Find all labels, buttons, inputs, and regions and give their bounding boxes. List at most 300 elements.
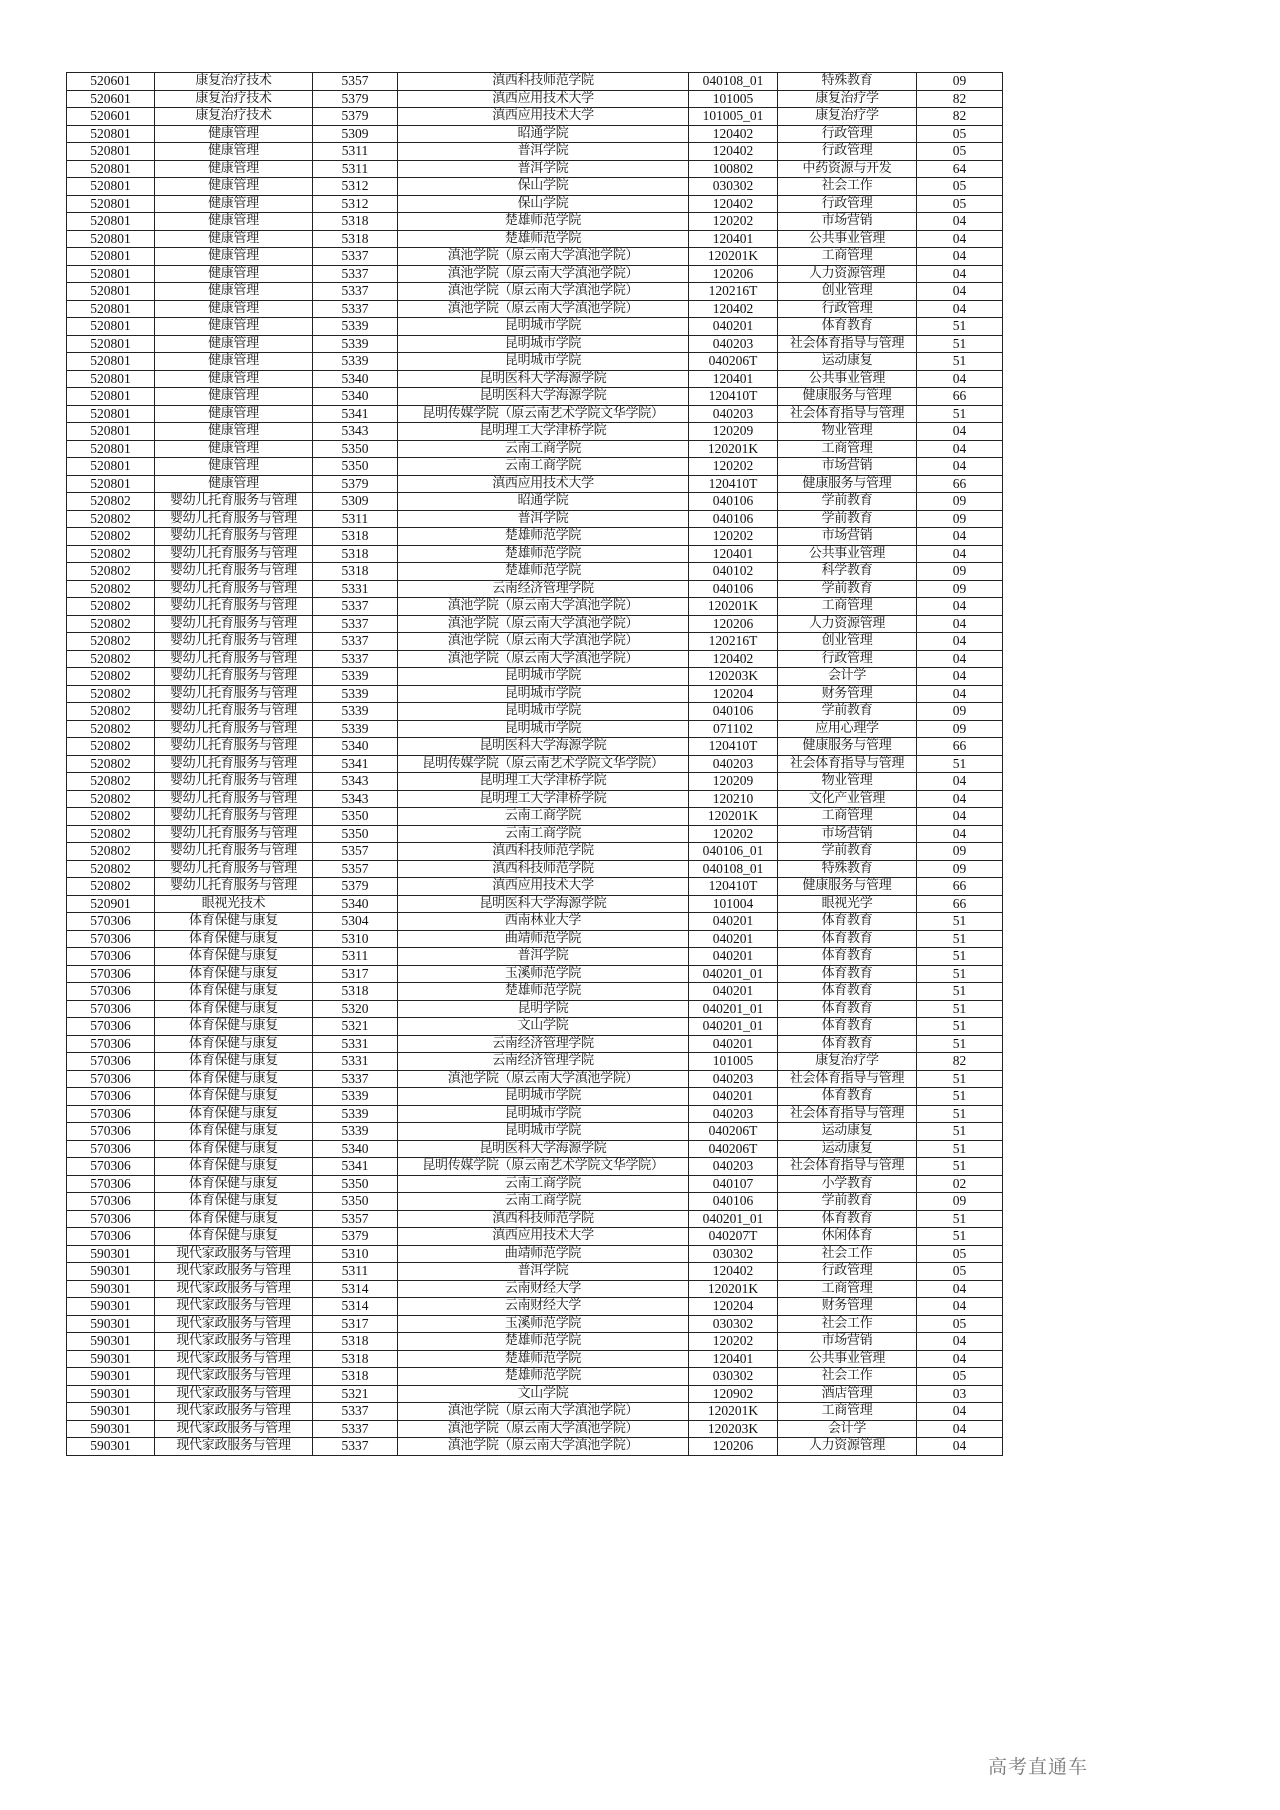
school-code-cell: 5379	[313, 878, 398, 896]
ug-major-name-cell: 社会体育指导与管理	[778, 335, 917, 353]
school-code-cell: 5314	[313, 1280, 398, 1298]
major-name-cell: 婴幼儿托育服务与管理	[155, 510, 313, 528]
school-name-cell: 滇西科技师范学院	[398, 860, 689, 878]
ug-major-name-cell: 健康服务与管理	[778, 738, 917, 756]
ug-major-code-cell: 120204	[689, 685, 778, 703]
major-code-cell: 520802	[67, 843, 155, 861]
category-code-cell: 09	[917, 580, 1003, 598]
school-name-cell: 楚雄师范学院	[398, 983, 689, 1001]
major-name-cell: 婴幼儿托育服务与管理	[155, 773, 313, 791]
school-name-cell: 普洱学院	[398, 510, 689, 528]
table-row	[67, 843, 1003, 861]
major-code-cell: 520801	[67, 440, 155, 458]
ug-major-name-cell: 体育教育	[778, 1018, 917, 1036]
ug-major-name-cell: 应用心理学	[778, 720, 917, 738]
school-code-cell: 5350	[313, 825, 398, 843]
major-name-cell: 健康管理	[155, 160, 313, 178]
school-code-cell: 5331	[313, 1035, 398, 1053]
major-code-cell: 520801	[67, 458, 155, 476]
major-code-cell: 570306	[67, 1175, 155, 1193]
major-name-cell: 健康管理	[155, 475, 313, 493]
school-code-cell: 5379	[313, 90, 398, 108]
major-code-cell: 520802	[67, 860, 155, 878]
school-code-cell: 5339	[313, 353, 398, 371]
ug-major-name-cell: 工商管理	[778, 808, 917, 826]
school-name-cell: 楚雄师范学院	[398, 1368, 689, 1386]
table-row	[67, 598, 1003, 616]
ug-major-code-cell: 120410T	[689, 388, 778, 406]
major-name-cell: 婴幼儿托育服务与管理	[155, 843, 313, 861]
ug-major-code-cell: 040106	[689, 703, 778, 721]
major-name-cell: 健康管理	[155, 248, 313, 266]
ug-major-code-cell: 120206	[689, 1438, 778, 1456]
category-code-cell: 51	[917, 1035, 1003, 1053]
category-code-cell: 04	[917, 1438, 1003, 1456]
major-code-cell: 520802	[67, 703, 155, 721]
category-code-cell: 04	[917, 265, 1003, 283]
major-name-cell: 婴幼儿托育服务与管理	[155, 703, 313, 721]
major-name-cell: 健康管理	[155, 230, 313, 248]
school-name-cell: 昆明城市学院	[398, 1088, 689, 1106]
table-row	[67, 1280, 1003, 1298]
table-row	[67, 1105, 1003, 1123]
category-code-cell: 04	[917, 300, 1003, 318]
category-code-cell: 05	[917, 1245, 1003, 1263]
major-code-cell: 520802	[67, 563, 155, 581]
major-name-cell: 体育保健与康复	[155, 1053, 313, 1071]
ug-major-name-cell: 社会体育指导与管理	[778, 405, 917, 423]
ug-major-code-cell: 120202	[689, 1333, 778, 1351]
major-code-cell: 520802	[67, 668, 155, 686]
ug-major-name-cell: 行政管理	[778, 125, 917, 143]
school-code-cell: 5379	[313, 1228, 398, 1246]
major-code-cell: 520802	[67, 755, 155, 773]
major-code-cell: 520802	[67, 528, 155, 546]
major-name-cell: 现代家政服务与管理	[155, 1368, 313, 1386]
school-code-cell: 5318	[313, 213, 398, 231]
ug-major-code-cell: 120401	[689, 545, 778, 563]
ug-major-code-cell: 120402	[689, 195, 778, 213]
school-code-cell: 5331	[313, 580, 398, 598]
table-row	[67, 388, 1003, 406]
school-name-cell: 昆明城市学院	[398, 668, 689, 686]
table-row	[67, 108, 1003, 126]
major-name-cell: 现代家政服务与管理	[155, 1438, 313, 1456]
school-code-cell: 5337	[313, 598, 398, 616]
major-code-cell: 590301	[67, 1245, 155, 1263]
school-name-cell: 滇西科技师范学院	[398, 1210, 689, 1228]
category-code-cell: 66	[917, 475, 1003, 493]
major-code-cell: 590301	[67, 1280, 155, 1298]
ug-major-code-cell: 120216T	[689, 283, 778, 301]
ug-major-code-cell: 040107	[689, 1175, 778, 1193]
ug-major-name-cell: 健康服务与管理	[778, 475, 917, 493]
table-row	[67, 1018, 1003, 1036]
school-name-cell: 滇西科技师范学院	[398, 73, 689, 91]
ug-major-name-cell: 中药资源与开发	[778, 160, 917, 178]
table-row	[67, 335, 1003, 353]
table-row	[67, 1350, 1003, 1368]
major-name-cell: 婴幼儿托育服务与管理	[155, 685, 313, 703]
major-name-cell: 健康管理	[155, 213, 313, 231]
major-code-cell: 570306	[67, 1210, 155, 1228]
school-name-cell: 曲靖师范学院	[398, 1245, 689, 1263]
major-name-cell: 体育保健与康复	[155, 1105, 313, 1123]
major-name-cell: 婴幼儿托育服务与管理	[155, 790, 313, 808]
ug-major-code-cell: 101005	[689, 90, 778, 108]
table-row	[67, 318, 1003, 336]
major-code-cell: 520801	[67, 300, 155, 318]
ug-major-name-cell: 学前教育	[778, 1193, 917, 1211]
ug-major-code-cell: 120203K	[689, 668, 778, 686]
ug-major-name-cell: 学前教育	[778, 703, 917, 721]
school-name-cell: 滇西应用技术大学	[398, 90, 689, 108]
major-code-cell: 570306	[67, 913, 155, 931]
table-row	[67, 703, 1003, 721]
school-name-cell: 云南经济管理学院	[398, 1053, 689, 1071]
table-row	[67, 1263, 1003, 1281]
ug-major-code-cell: 120201K	[689, 808, 778, 826]
table-row	[67, 493, 1003, 511]
school-code-cell: 5331	[313, 1053, 398, 1071]
school-code-cell: 5311	[313, 160, 398, 178]
ug-major-name-cell: 小学教育	[778, 1175, 917, 1193]
school-name-cell: 文山学院	[398, 1385, 689, 1403]
ug-major-code-cell: 040207T	[689, 1228, 778, 1246]
ug-major-code-cell: 040203	[689, 1105, 778, 1123]
ug-major-name-cell: 健康服务与管理	[778, 878, 917, 896]
school-code-cell: 5339	[313, 335, 398, 353]
category-code-cell: 04	[917, 1403, 1003, 1421]
table-row	[67, 528, 1003, 546]
table-row	[67, 1315, 1003, 1333]
category-code-cell: 09	[917, 493, 1003, 511]
school-code-cell: 5318	[313, 545, 398, 563]
school-name-cell: 滇西科技师范学院	[398, 843, 689, 861]
school-name-cell: 滇西应用技术大学	[398, 108, 689, 126]
major-code-cell: 520601	[67, 90, 155, 108]
category-code-cell: 51	[917, 335, 1003, 353]
ug-major-name-cell: 酒店管理	[778, 1385, 917, 1403]
major-code-cell: 570306	[67, 1000, 155, 1018]
table-row	[67, 1403, 1003, 1421]
table-row	[67, 178, 1003, 196]
table-row	[67, 668, 1003, 686]
ug-major-code-cell: 120216T	[689, 633, 778, 651]
school-name-cell: 楚雄师范学院	[398, 545, 689, 563]
ug-major-code-cell: 040201_01	[689, 1000, 778, 1018]
major-code-cell: 590301	[67, 1403, 155, 1421]
ug-major-code-cell: 120402	[689, 125, 778, 143]
ug-major-name-cell: 体育教育	[778, 1000, 917, 1018]
major-name-cell: 婴幼儿托育服务与管理	[155, 668, 313, 686]
table-row	[67, 90, 1003, 108]
ug-major-code-cell: 120206	[689, 265, 778, 283]
ug-major-name-cell: 体育教育	[778, 1035, 917, 1053]
school-name-cell: 玉溪师范学院	[398, 1315, 689, 1333]
school-code-cell: 5341	[313, 405, 398, 423]
ug-major-code-cell: 040203	[689, 335, 778, 353]
ug-major-code-cell: 030302	[689, 1315, 778, 1333]
ug-major-name-cell: 社会工作	[778, 1245, 917, 1263]
major-name-cell: 婴幼儿托育服务与管理	[155, 755, 313, 773]
category-code-cell: 51	[917, 983, 1003, 1001]
school-name-cell: 云南工商学院	[398, 1175, 689, 1193]
major-name-cell: 现代家政服务与管理	[155, 1403, 313, 1421]
school-code-cell: 5318	[313, 230, 398, 248]
school-code-cell: 5318	[313, 563, 398, 581]
table-row	[67, 563, 1003, 581]
category-code-cell: 04	[917, 825, 1003, 843]
school-code-cell: 5309	[313, 493, 398, 511]
major-code-cell: 520801	[67, 195, 155, 213]
ug-major-name-cell: 休闲体育	[778, 1228, 917, 1246]
category-code-cell: 04	[917, 248, 1003, 266]
ug-major-code-cell: 071102	[689, 720, 778, 738]
major-name-cell: 婴幼儿托育服务与管理	[155, 633, 313, 651]
table-row	[67, 755, 1003, 773]
category-code-cell: 04	[917, 370, 1003, 388]
major-code-cell: 570306	[67, 1035, 155, 1053]
school-name-cell: 昆明理工大学津桥学院	[398, 773, 689, 791]
ug-major-name-cell: 体育教育	[778, 948, 917, 966]
ug-major-name-cell: 体育教育	[778, 1088, 917, 1106]
table-row	[67, 895, 1003, 913]
school-code-cell: 5350	[313, 458, 398, 476]
category-code-cell: 51	[917, 1158, 1003, 1176]
major-name-cell: 健康管理	[155, 265, 313, 283]
ug-major-code-cell: 040206T	[689, 1140, 778, 1158]
major-name-cell: 体育保健与康复	[155, 965, 313, 983]
table-row	[67, 1228, 1003, 1246]
category-code-cell: 05	[917, 195, 1003, 213]
major-name-cell: 婴幼儿托育服务与管理	[155, 860, 313, 878]
ug-major-name-cell: 体育教育	[778, 1210, 917, 1228]
ug-major-code-cell: 120204	[689, 1298, 778, 1316]
ug-major-code-cell: 120202	[689, 528, 778, 546]
school-name-cell: 昆明传媒学院（原云南艺术学院文华学院）	[398, 1158, 689, 1176]
ug-major-code-cell: 120402	[689, 300, 778, 318]
major-name-cell: 体育保健与康复	[155, 1000, 313, 1018]
ug-major-code-cell: 120402	[689, 143, 778, 161]
table-row	[67, 195, 1003, 213]
major-code-cell: 570306	[67, 1105, 155, 1123]
major-code-cell: 590301	[67, 1385, 155, 1403]
table-row	[67, 1245, 1003, 1263]
school-name-cell: 昆明城市学院	[398, 685, 689, 703]
category-code-cell: 09	[917, 720, 1003, 738]
ug-major-name-cell: 学前教育	[778, 510, 917, 528]
school-name-cell: 云南财经大学	[398, 1280, 689, 1298]
school-name-cell: 滇池学院（原云南大学滇池学院）	[398, 598, 689, 616]
table-row	[67, 1123, 1003, 1141]
school-name-cell: 滇西应用技术大学	[398, 878, 689, 896]
major-name-cell: 婴幼儿托育服务与管理	[155, 878, 313, 896]
major-code-cell: 520901	[67, 895, 155, 913]
table-row	[67, 300, 1003, 318]
school-code-cell: 5339	[313, 685, 398, 703]
category-code-cell: 51	[917, 755, 1003, 773]
school-name-cell: 云南工商学院	[398, 458, 689, 476]
major-name-cell: 健康管理	[155, 178, 313, 196]
category-code-cell: 51	[917, 1070, 1003, 1088]
ug-major-code-cell: 120402	[689, 650, 778, 668]
major-name-cell: 康复治疗技术	[155, 73, 313, 91]
major-code-cell: 570306	[67, 983, 155, 1001]
watermark-text: 高考直通车	[988, 1756, 1089, 1778]
school-code-cell: 5340	[313, 1140, 398, 1158]
major-name-cell: 体育保健与康复	[155, 1035, 313, 1053]
category-code-cell: 04	[917, 598, 1003, 616]
table-row	[67, 423, 1003, 441]
table-row	[67, 1088, 1003, 1106]
school-code-cell: 5337	[313, 283, 398, 301]
school-code-cell: 5312	[313, 178, 398, 196]
ug-major-code-cell: 030302	[689, 1245, 778, 1263]
school-name-cell: 云南工商学院	[398, 440, 689, 458]
school-code-cell: 5318	[313, 1333, 398, 1351]
table-row	[67, 983, 1003, 1001]
school-name-cell: 滇池学院（原云南大学滇池学院）	[398, 650, 689, 668]
table-row	[67, 1385, 1003, 1403]
major-code-cell: 520801	[67, 475, 155, 493]
ug-major-name-cell: 市场营销	[778, 825, 917, 843]
school-name-cell: 保山学院	[398, 195, 689, 213]
category-code-cell: 05	[917, 1263, 1003, 1281]
ug-major-name-cell: 行政管理	[778, 195, 917, 213]
major-code-cell: 570306	[67, 1088, 155, 1106]
school-name-cell: 曲靖师范学院	[398, 930, 689, 948]
ug-major-name-cell: 行政管理	[778, 143, 917, 161]
major-name-cell: 婴幼儿托育服务与管理	[155, 580, 313, 598]
ug-major-code-cell: 100802	[689, 160, 778, 178]
school-name-cell: 昆明医科大学海源学院	[398, 370, 689, 388]
school-name-cell: 昆明医科大学海源学院	[398, 738, 689, 756]
ug-major-name-cell: 创业管理	[778, 633, 917, 651]
major-name-cell: 婴幼儿托育服务与管理	[155, 650, 313, 668]
school-code-cell: 5341	[313, 755, 398, 773]
major-name-cell: 健康管理	[155, 353, 313, 371]
table-row	[67, 685, 1003, 703]
table-row	[67, 1035, 1003, 1053]
school-name-cell: 昆明城市学院	[398, 703, 689, 721]
ug-major-name-cell: 行政管理	[778, 300, 917, 318]
school-code-cell: 5337	[313, 300, 398, 318]
category-code-cell: 04	[917, 423, 1003, 441]
school-code-cell: 5337	[313, 1438, 398, 1456]
ug-major-code-cell: 120201K	[689, 598, 778, 616]
school-code-cell: 5314	[313, 1298, 398, 1316]
major-name-cell: 现代家政服务与管理	[155, 1280, 313, 1298]
ug-major-code-cell: 101005	[689, 1053, 778, 1071]
category-code-cell: 51	[917, 1123, 1003, 1141]
major-name-cell: 体育保健与康复	[155, 913, 313, 931]
ug-major-code-cell: 120410T	[689, 475, 778, 493]
ug-major-code-cell: 040201	[689, 913, 778, 931]
major-name-cell: 体育保健与康复	[155, 983, 313, 1001]
school-code-cell: 5340	[313, 895, 398, 913]
major-code-cell: 520802	[67, 808, 155, 826]
major-code-cell: 520802	[67, 720, 155, 738]
table-row	[67, 825, 1003, 843]
category-code-cell: 09	[917, 1193, 1003, 1211]
major-code-cell: 520801	[67, 353, 155, 371]
major-name-cell: 体育保健与康复	[155, 1158, 313, 1176]
school-code-cell: 5339	[313, 1123, 398, 1141]
major-code-cell: 520801	[67, 125, 155, 143]
school-code-cell: 5343	[313, 773, 398, 791]
category-code-cell: 04	[917, 650, 1003, 668]
school-name-cell: 云南工商学院	[398, 808, 689, 826]
ug-major-code-cell: 030302	[689, 178, 778, 196]
ug-major-code-cell: 040203	[689, 1070, 778, 1088]
ug-major-code-cell: 040102	[689, 563, 778, 581]
ug-major-name-cell: 公共事业管理	[778, 370, 917, 388]
school-name-cell: 楚雄师范学院	[398, 528, 689, 546]
school-name-cell: 昆明医科大学海源学院	[398, 1140, 689, 1158]
school-name-cell: 滇池学院（原云南大学滇池学院）	[398, 248, 689, 266]
category-code-cell: 04	[917, 213, 1003, 231]
school-code-cell: 5320	[313, 1000, 398, 1018]
major-code-cell: 590301	[67, 1420, 155, 1438]
ug-major-name-cell: 工商管理	[778, 1403, 917, 1421]
category-code-cell: 51	[917, 318, 1003, 336]
major-name-cell: 康复治疗技术	[155, 90, 313, 108]
category-code-cell: 04	[917, 808, 1003, 826]
ug-major-code-cell: 040203	[689, 755, 778, 773]
school-code-cell: 5340	[313, 738, 398, 756]
table-row	[67, 545, 1003, 563]
major-name-cell: 体育保健与康复	[155, 1175, 313, 1193]
ug-major-name-cell: 人力资源管理	[778, 265, 917, 283]
category-code-cell: 51	[917, 1105, 1003, 1123]
ug-major-name-cell: 学前教育	[778, 493, 917, 511]
school-code-cell: 5337	[313, 1403, 398, 1421]
table-row	[67, 913, 1003, 931]
table-row	[67, 1368, 1003, 1386]
school-name-cell: 滇池学院（原云南大学滇池学院）	[398, 300, 689, 318]
school-code-cell: 5339	[313, 318, 398, 336]
ug-major-code-cell: 120201K	[689, 440, 778, 458]
major-code-cell: 520802	[67, 510, 155, 528]
school-name-cell: 昆明理工大学津桥学院	[398, 790, 689, 808]
major-code-cell: 570306	[67, 1018, 155, 1036]
school-name-cell: 云南工商学院	[398, 825, 689, 843]
category-code-cell: 09	[917, 703, 1003, 721]
category-code-cell: 04	[917, 668, 1003, 686]
ug-major-name-cell: 公共事业管理	[778, 1350, 917, 1368]
ug-major-name-cell: 健康服务与管理	[778, 388, 917, 406]
category-code-cell: 09	[917, 73, 1003, 91]
ug-major-code-cell: 120202	[689, 458, 778, 476]
school-code-cell: 5357	[313, 860, 398, 878]
ug-major-name-cell: 运动康复	[778, 1140, 917, 1158]
school-name-cell: 楚雄师范学院	[398, 563, 689, 581]
major-code-cell: 520801	[67, 248, 155, 266]
table-row	[67, 230, 1003, 248]
major-name-cell: 现代家政服务与管理	[155, 1315, 313, 1333]
school-code-cell: 5337	[313, 1070, 398, 1088]
school-name-cell: 昆明医科大学海源学院	[398, 388, 689, 406]
major-code-cell: 520802	[67, 878, 155, 896]
major-name-cell: 健康管理	[155, 335, 313, 353]
category-code-cell: 09	[917, 563, 1003, 581]
table-row	[67, 1053, 1003, 1071]
major-name-cell: 体育保健与康复	[155, 1088, 313, 1106]
ug-major-name-cell: 行政管理	[778, 650, 917, 668]
major-name-cell: 婴幼儿托育服务与管理	[155, 720, 313, 738]
school-code-cell: 5317	[313, 1315, 398, 1333]
